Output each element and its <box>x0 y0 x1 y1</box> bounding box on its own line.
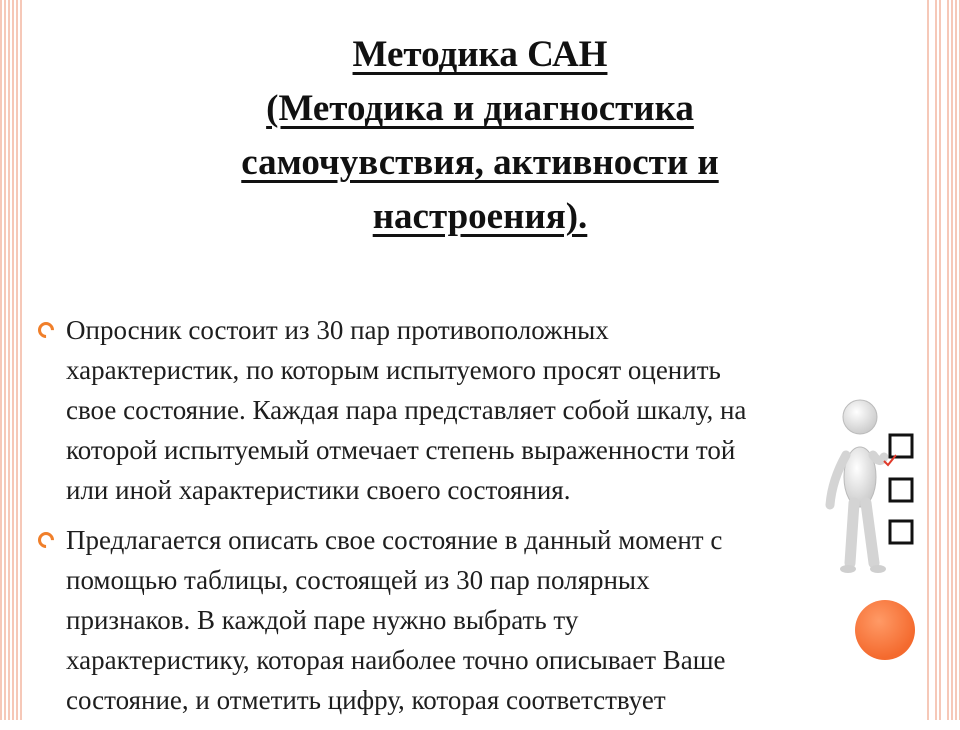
right-border-stripes <box>925 0 960 720</box>
bullet-2-line-5: состояние, и отметить цифру, которая соответствует <box>66 685 666 715</box>
bullet-1-line-4: которой испытуемый отмечает степень выраженности той <box>66 435 736 465</box>
bullet-list <box>38 310 888 730</box>
orange-circle-icon <box>855 600 915 660</box>
title-line-4: настроения). <box>372 196 588 237</box>
bullet-marker-icon <box>35 529 58 552</box>
bullet-item-2 <box>38 520 888 720</box>
bullet-item-1 <box>38 310 888 510</box>
bullet-2-line-3: признаков. В каждой паре нужно выбрать ту <box>66 605 579 635</box>
left-border-stripes <box>0 0 23 720</box>
slide-title <box>60 28 900 244</box>
bullet-1-line-5: или иной характеристики своего состояния. <box>66 475 571 505</box>
bullet-2-line-1: Предлагается описать свое состояние в данный момент с <box>66 525 723 555</box>
title-line-3: самочувствия, активности и <box>241 142 719 183</box>
bullet-1-line-2: характеристик, по которым испытуемого просят оценить <box>66 355 721 385</box>
bullet-1-line-3: свое состояние. Каждая пара представляет собой шкалу, на <box>66 395 747 425</box>
stick-figure-checklist-icon <box>818 395 920 585</box>
title-line-1: Методика САН <box>352 34 608 75</box>
bullet-2-line-2: помощью таблицы, состоящей из 30 пар полярных <box>66 565 650 595</box>
bullet-1-line-1: Опросник состоит из 30 пар противоположных <box>66 315 609 345</box>
bullet-marker-icon <box>35 319 58 342</box>
bullet-2-line-4: характеристику, которая наиболее точно описывает Ваше <box>66 645 726 675</box>
title-line-2: (Методика и диагностика <box>266 88 694 129</box>
